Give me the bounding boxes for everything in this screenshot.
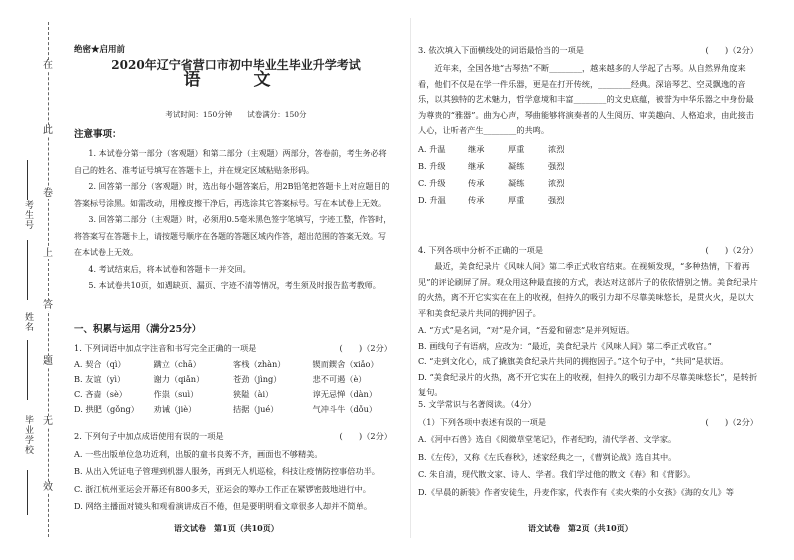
option: 谢力（qiǎn） — [153, 374, 205, 384]
subject-title: 语 文 — [183, 70, 289, 90]
section-heading: 一、积累与运用（满分25分） — [74, 324, 202, 335]
option: D. 升温 — [418, 194, 446, 205]
option: 继承 — [468, 160, 485, 171]
option: A. 契合（qì） — [74, 359, 126, 369]
note-item: 1. 本试卷分第一部分（客观题）和第二部分（主观题）两部分，答卷前，考生务必将自己的姓名、准考证号填写在答题卡上，并在规定区域粘贴条形码。 — [74, 149, 387, 175]
option: 劝诫（jiè） — [153, 404, 197, 414]
binding-char: 题 — [43, 356, 53, 367]
answer-score: ( )（2分） — [705, 416, 758, 427]
option: 作祟（suì） — [153, 389, 199, 399]
option: 气冲斗牛（dǒu） — [312, 404, 378, 414]
answer-score: ( )（2分） — [339, 431, 392, 441]
option: B. 从出入凭证电子管理到机器人服务，再到无人机巡检，科技让疫情防控事倍功半。 — [74, 466, 380, 476]
binding-char: 在 — [43, 60, 53, 71]
option: 锲而鍥舍（xiǎo） — [312, 359, 379, 369]
exam-info: 考试时间：150分钟 试卷满分：150分 — [165, 110, 307, 119]
option-row — [418, 193, 758, 210]
option: D.《早晨的新装》作者安徒生，丹麦作家，代表作有《卖火柴的小女孩》《海的女儿》等 — [418, 486, 734, 497]
option: 拮据（jué） — [233, 404, 279, 414]
notes-list — [74, 146, 392, 295]
option: 继承 — [468, 143, 485, 154]
answer-score: ( )（2分） — [705, 245, 758, 255]
binding-margin — [0, 0, 70, 560]
option: 强烈 — [548, 194, 565, 205]
question-stem: 1. 下列词语中加点字注音和书写完全正确的一项是 — [74, 343, 257, 353]
option: 狭隘（ài） — [233, 389, 274, 399]
option-row — [418, 142, 758, 159]
option: 传承 — [468, 194, 485, 205]
question-1 — [74, 341, 392, 417]
binding-char: 效 — [43, 482, 53, 493]
option-row — [74, 357, 392, 372]
option-row — [418, 176, 758, 193]
option: D. “美食纪录片的火热，离不开它实在上的收视，但持久的吸引力却不尽靠美味悠长”，是转折复句。 — [418, 371, 758, 397]
field-line-exam-number[interactable] — [27, 160, 28, 200]
passage: 近年来，全国各地“古琴热”不断________，越来越多的人学起了古琴。从自然界角度来看，他们不仅是在学一件乐器，更是在打开传统，________经典。深谙琴艺、空灵飘逸的音乐，以其独特的艺术魅力，哲学意境和丰富________的文史底蕴，被誉为中华乐器之中身份最为尊贵的“雅器”。曲为心声，琴曲能够将演奏者的人生阅历、审美趣向、人格追求，由此接击人心，让听者产生________的共鸣。 — [418, 63, 754, 135]
field-label-exam-number: 考生号 — [23, 200, 33, 230]
option: B. 画线句子有语病，应改为：“最近，美食纪录片《风味人间》第二季正式收官。” — [418, 340, 712, 351]
option-row — [74, 402, 392, 417]
note-item: 2. 回答第一部分（客观题）时，选出每小题答案后，用2B铅笔把答题卡上对应题目的答案标号涂黑。如需改动，用橡皮擦干净后，再选涂其它答案标号。写在本试卷上无效。 — [74, 182, 390, 208]
option: C. 升级 — [418, 177, 446, 188]
option: C. 朱自清，现代散文家、诗人、学者。我们学过他的散文《春》和《背影》。 — [418, 469, 696, 479]
option-row — [74, 372, 392, 387]
answer-score: ( )（2分） — [339, 343, 392, 353]
option: A. “方式”是名词，“对”是介词，“吾爱和留恋”是并列短语。 — [418, 325, 635, 335]
answer-score: ( )（2分） — [705, 45, 758, 55]
binding-char: 答 — [43, 300, 53, 311]
passage: 最近，美食纪录片《风味人间》第二季正式收官结束。在视频发现，“多种热情，下着再见”的评论刷屏了屏。观众用这种最直接的方式，表达对这部片子的依依惜别之情。美食纪录片的火热，离不开它实实在在上的收视，但持久的吸引力却不尽靠美味悠长，是贯火火，是以大平和美食纪录片共同的拥护因子。 — [418, 261, 758, 318]
option: 浓烈 — [548, 177, 565, 188]
option: B. 友谊（yì） — [74, 374, 126, 384]
option: B. 升级 — [418, 160, 446, 171]
question-4 — [418, 243, 758, 401]
option: 苍劲（jìng） — [233, 374, 282, 384]
binding-dashed-line — [48, 22, 49, 537]
note-item: 4. 考试结束后，将本试卷和答题卡一并交回。 — [88, 264, 251, 274]
page-footer: 语文试卷 第2页（共10页） — [528, 523, 633, 533]
option: C. “走到文化心，成了撬旗美食纪录片共同的拥抱因子。”这个句子中，“共同”是状语。 — [418, 356, 729, 366]
question-stem: 3. 依次填入下面横线处的词语最恰当的一项是 — [418, 45, 584, 55]
page-footer: 语文试卷 第1页（共10页） — [174, 523, 279, 533]
option: B.《左传》，又称《左氏春秋》，述家经典之一，《曹刿论战》选自其中。 — [418, 451, 677, 462]
question-5 — [418, 396, 758, 501]
field-line-school[interactable] — [27, 470, 28, 515]
question-stem: 4. 下列各项中分析不正确的一项是 — [418, 245, 544, 255]
option-row — [418, 159, 758, 176]
note-item: 5. 本试卷共10页，如遇缺页、漏页、字迹不清等情况，考生须及时报告监考教师。 — [88, 281, 381, 290]
option: 强烈 — [548, 160, 565, 171]
word-options — [418, 142, 758, 210]
question-3 — [418, 43, 758, 210]
question-stem: 5. 文学常识与名著阅读。（4分） — [418, 399, 536, 409]
option: 厚重 — [508, 143, 525, 154]
option: 厚重 — [508, 194, 525, 205]
option: C. 浙江杭州亚运会开幕还有800多天，亚运会的筹办工作正在紧锣密鼓地进行中。 — [74, 483, 371, 494]
field-line-exam-number-2[interactable] — [27, 240, 28, 300]
notes-heading: 注意事项： — [74, 129, 122, 140]
field-line-name[interactable] — [27, 340, 28, 400]
option: 悲不可遏（è） — [312, 374, 367, 384]
option: 传承 — [468, 177, 485, 188]
option: 蹒立（chā） — [153, 359, 201, 369]
option: 谆无忌惮（dàn） — [312, 389, 378, 399]
field-label-school: 毕业学校 — [23, 415, 33, 455]
binding-char: 卷 — [43, 188, 53, 199]
question-stem: 2. 下列句子中加点成语使用有误的一项是 — [74, 431, 224, 441]
note-item: 3. 回答第二部分（主观题）时，必须用0.5毫米黑色签字笔填写，字迹工整，作答时，将答案写在答题卡上，请按题号顺序在各题的答题区域内作答，超出范围的答案无效。写在本试卷上无效。 — [74, 215, 392, 257]
binding-char: 上 — [43, 248, 53, 259]
option-row — [74, 387, 392, 402]
binding-char: 此 — [43, 125, 53, 136]
option: A.《河中石兽》选自《阅微草堂笔记》，作者纪昀，清代学者、文学家。 — [418, 434, 677, 444]
sub-question-stem: （1）下列各项中表述有误的一项是 — [418, 416, 547, 427]
option: D. 网络主播面对镜头和观看演讲成百不倦，但是要明明看文章很多人却并不简单。 — [74, 501, 373, 511]
question-2 — [74, 428, 392, 516]
option: C. 吝啬（sè） — [74, 389, 127, 399]
option: A. 升温 — [418, 143, 446, 154]
option: 凝练 — [508, 160, 525, 171]
binding-char: 无 — [43, 416, 53, 427]
option: 凝练 — [508, 177, 525, 188]
option: 客栈（zhàn） — [233, 359, 286, 369]
confidential-mark: 绝密★启用前 — [74, 45, 126, 55]
exam-title: 2020年辽宁省营口市初中毕业生毕业升学考试 — [111, 58, 361, 72]
page-divider — [410, 18, 411, 538]
field-label-name: 姓名 — [23, 312, 33, 332]
option: A. 一些出版单位急功近利，出版的童书良莠不齐，画面也不够精美。 — [74, 448, 323, 459]
option: 浓烈 — [548, 143, 565, 154]
option: D. 拱肥（gǒng） — [74, 404, 139, 414]
